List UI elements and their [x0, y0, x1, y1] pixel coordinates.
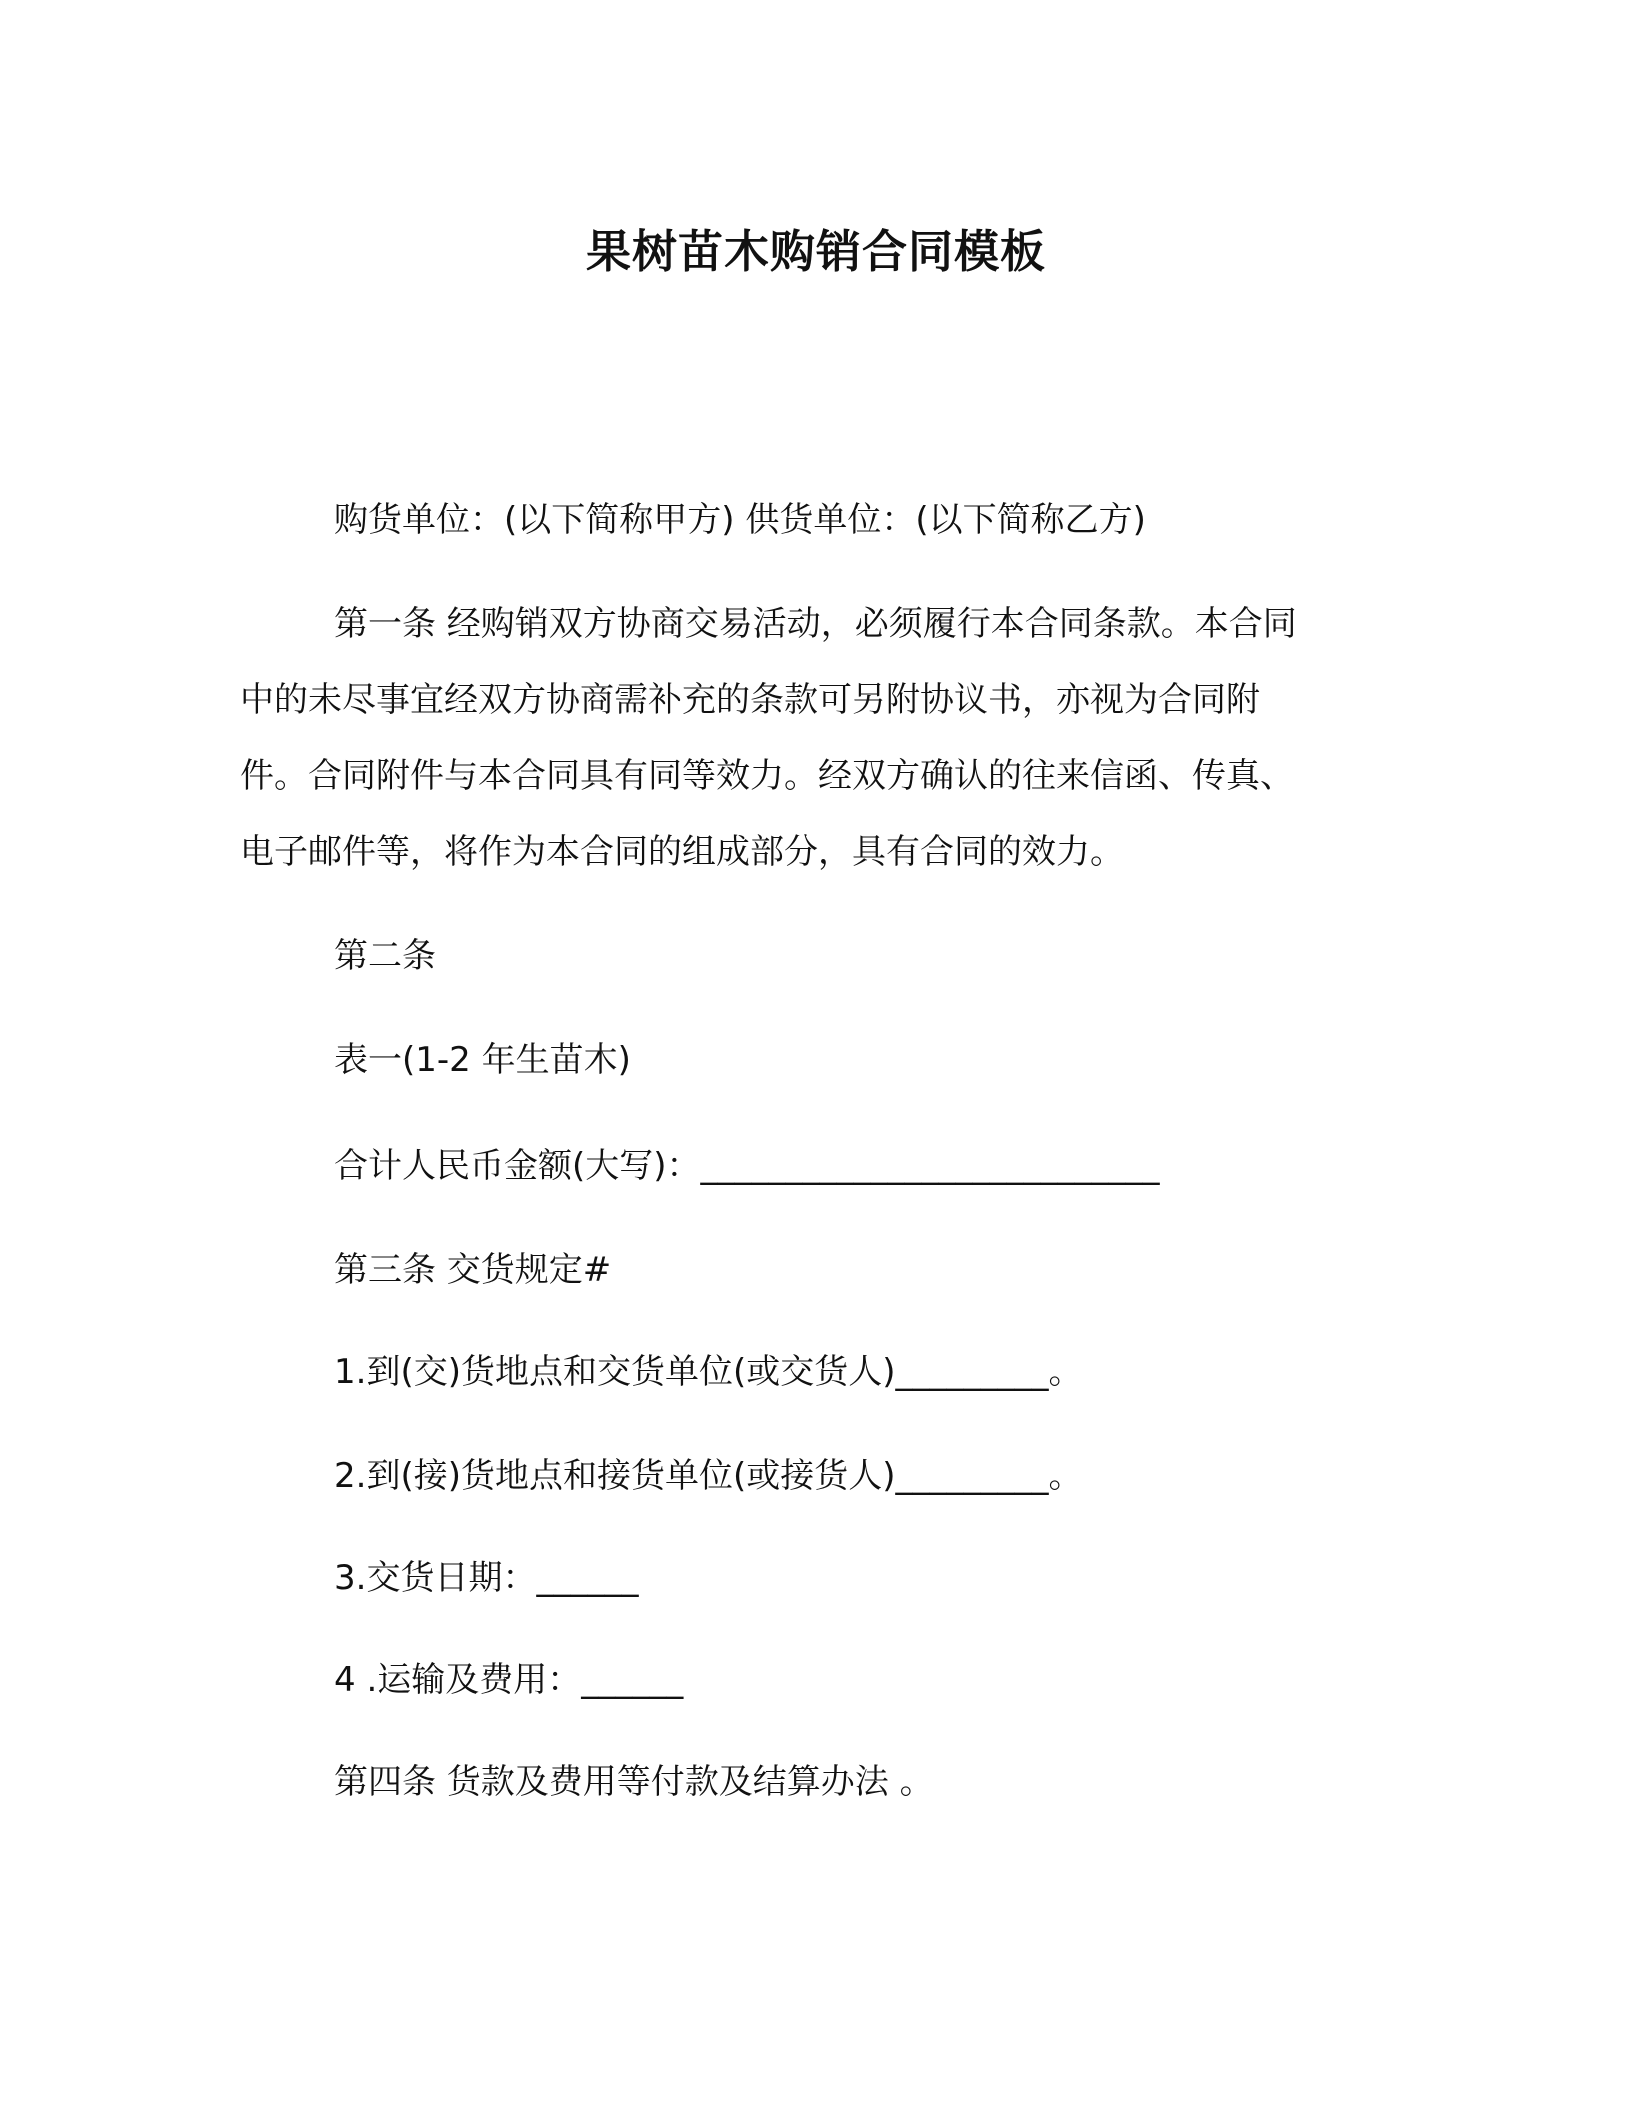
total-amount-line: 合计人民币金额(大写)：___________________________ [334, 1146, 1160, 1186]
article-1-line: 中的未尽事宜经双方协商需补充的条款可另附协议书，亦视为合同附 [240, 680, 1260, 720]
article-2-heading: 第二条 [334, 936, 436, 976]
parties-line: 购货单位：(以下简称甲方) 供货单位：(以下简称乙方) [334, 500, 1146, 540]
article-1-line: 电子邮件等，将作为本合同的组成部分，具有合同的效力。 [240, 832, 1124, 872]
article-1-line: 件。合同附件与本合同具有同等效力。经双方确认的往来信函、传真、 [240, 756, 1294, 796]
article-1-line: 第一条 经购销双方协商交易活动，必须履行本合同条款。本合同 [334, 604, 1297, 644]
article-4-heading: 第四条 货款及费用等付款及结算办法 。 [334, 1762, 934, 1802]
article-1-paragraph [240, 586, 1400, 890]
delivery-item-3: 3.交货日期：______ [334, 1558, 639, 1598]
document-title: 果树苗木购销合同模板 [585, 225, 1046, 278]
delivery-item-4: 4 .运输及费用：______ [334, 1660, 684, 1700]
delivery-item-2: 2.到(接)货地点和接货单位(或接货人)_________。 [334, 1456, 1083, 1496]
delivery-item-1: 1.到(交)货地点和交货单位(或交货人)_________。 [334, 1352, 1083, 1392]
table-1-caption: 表一(1-2 年生苗木) [334, 1040, 631, 1080]
article-3-heading: 第三条 交货规定# [334, 1250, 612, 1290]
